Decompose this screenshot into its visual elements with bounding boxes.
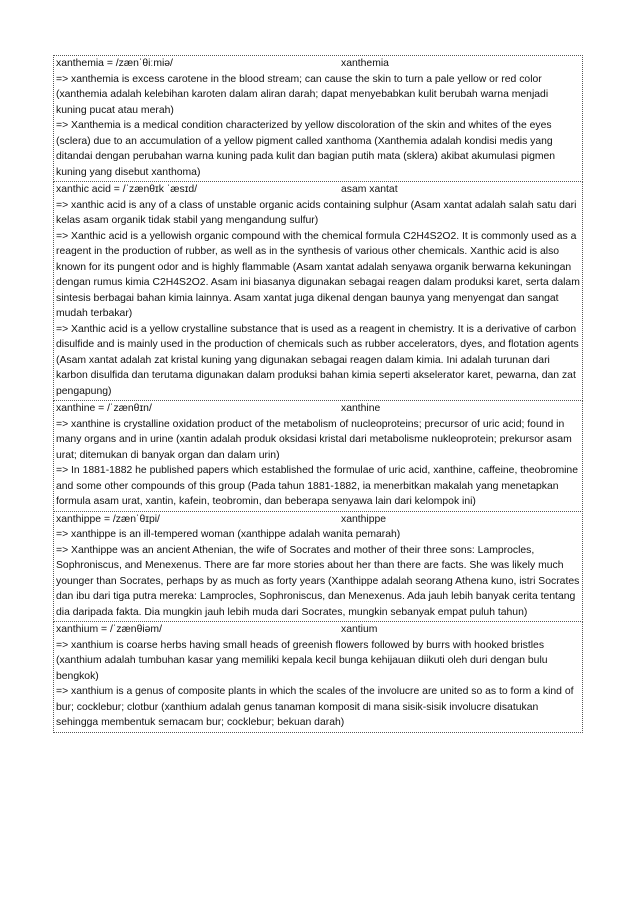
- entry-translation: xanthippe: [341, 513, 387, 525]
- entry-term: xanthippe = /zænˈθɪpi/: [56, 513, 160, 525]
- entry-header: [56, 512, 580, 528]
- entry-term: xanthium = /ˈzænθiəm/: [56, 624, 162, 635]
- definition-line: => Xanthic acid is a yellow crystalline substance that is used as a reagent in chemistry. It is a derivative of carbon disulfide and is mainly used in the production of chemicals such as rubber accelerators, dyes, and flotation agents (Asam xantat adalah zat kristal kuning yang digunakan sebagai reagen dalam kimia. Ini adalah turunan dari karbon disulfida dan terutama digunakan dalam produksi bahan kimia seperti akselerator karet, pewarna, dan zat pengapung): [56, 323, 579, 397]
- entry-translation: xanthemia: [341, 58, 389, 69]
- definition-line: => Xanthippe was an ancient Athenian, the wife of Socrates and mother of their three sons: Lamprocles, Sophroniscus, and Menexenus. There are far more stories about her than there are facts. She was likely much younger than Socrates, perhaps by as much as forty years (Xanthippe adalah seorang Athena kuno, istri Socrates dan ibu dari tiga putra mereka: Lamprocles, Sophroniscus, dan Menexenus. Ada jauh lebih banyak cerita tentang dia daripada fakta. Dia mungkin jauh lebih muda dari Socrates, mungkin sebanyak empat puluh tahun): [56, 544, 580, 618]
- entry-header: [56, 182, 580, 198]
- entry-header: [56, 401, 580, 417]
- definition-line: => xanthemia is excess carotene in the blood stream; can cause the skin to turn a pale yellow or red color (xanthemia adalah kelebihan karoten dalam aliran darah; dapat menyebabkan kulit berubah warna menjadi kuning pucat atau merah): [56, 73, 549, 116]
- definition-line: => xanthium is coarse herbs having small heads of greenish flowers followed by burrs with hooked bristles (xanthium adalah tumbuhan kasar yang memiliki kepala kecil bunga kehijauan diikuti oleh duri dengan bulu bengkok): [56, 639, 548, 682]
- entry-header: [56, 56, 580, 72]
- entry-header: [56, 622, 580, 638]
- definition-line: => xanthic acid is any of a class of unstable organic acids containing sulphur (Asam xantat adalah salah satu dari kelas asam organik tidak stabil yang mengandung sulfur): [56, 199, 577, 226]
- entry-term: xanthic acid = /ˈzænθɪk ˈæsɪd/: [56, 184, 198, 195]
- dictionary-entry-xanthic-acid: [53, 181, 583, 401]
- definition-line: => Xanthic acid is a yellowish organic compound with the chemical formula C2H4S2O2. It is commonly used as a reagent in the production of rubber, as well as in the synthesis of various other chemicals. Xanthic acid is also known for its pungent odor and is highly flammable (Asam xantat adalah senyawa organik berwarna kekuningan dengan rumus kimia C2H4S2O2. Asam ini biasanya digunakan sebagai reagen dalam produksi karet, serta dalam sintesis berbagai bahan kimia lainnya. Asam xantat juga dikenal dengan baunya yang menyengat dan sangat mudah terbakar): [56, 230, 580, 319]
- entry-term: xanthine = /ˈzænθɪn/: [56, 403, 152, 414]
- dictionary-entry-xanthium: [53, 621, 583, 733]
- dictionary-entry-xanthine: [53, 400, 583, 512]
- definition-line: => xanthine is crystalline oxidation product of the metabolism of nucleoproteins; precursor of uric acid; found in many organs and in urine (xantin adalah produk oksidasi kristal dari metabolisme nukleoprotein; prekursor asam urat; ditemukan di banyak organ dan dalam urin): [56, 418, 572, 461]
- dictionary-document: [53, 56, 583, 733]
- definition-line: => xanthippe is an ill-tempered woman (xanthippe adalah wanita pemarah): [56, 529, 401, 540]
- entry-translation: asam xantat: [341, 184, 398, 195]
- entry-translation: xanthine: [341, 403, 381, 414]
- dictionary-entry-xanthemia: [53, 55, 583, 182]
- definition-line: => xanthium is a genus of composite plants in which the scales of the involucre are united so as to form a kind of bur; cocklebur; clotbur (xanthium adalah genus tanaman komposit di mana sisik-sisik involucre disatukan sehingga membentuk semacam bur; cocklebur; bekuan darah): [56, 686, 574, 728]
- entry-term: xanthemia = /zænˈθiːmiə/: [56, 58, 173, 69]
- entry-translation: xantium: [341, 624, 378, 635]
- dictionary-entry-xanthippe: [53, 511, 583, 623]
- definition-line: => In 1881-1882 he published papers which established the formulae of uric acid, xanthine, caffeine, theobromine and some other compounds of this group (Pada tahun 1881-1882, ia menerbitkan makalah yang menetapkan formula asam urat, xantin, kafein, teobromin, dan beberapa senyawa lain dari kelompok ini): [56, 465, 578, 507]
- definition-line: => Xanthemia is a medical condition characterized by yellow discoloration of the skin and whites of the eyes (sclera) due to an accumulation of a yellow pigment called xanthoma (Xanthemia adalah kondisi medis yang ditandai dengan perubahan warna kuning pada kulit dan bagian putih mata (sklera) akibat akumulasi pigmen kuning yang disebut xanthoma): [56, 120, 556, 178]
